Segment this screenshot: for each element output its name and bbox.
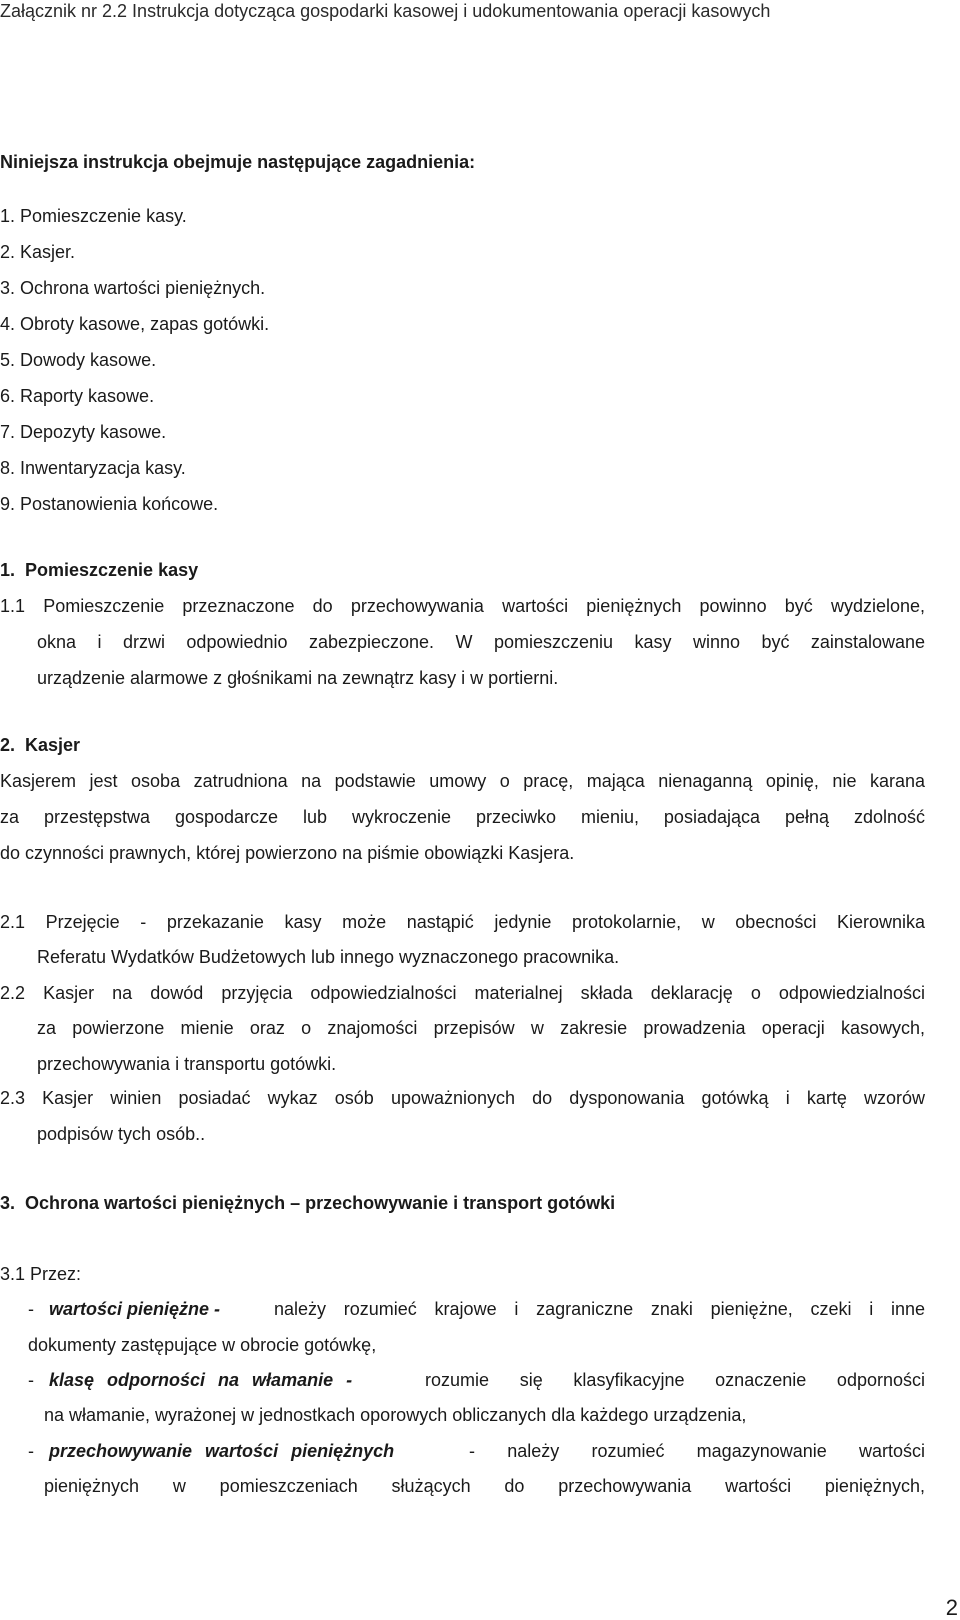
section-heading: 3. Ochrona wartości pieniężnych – przechowywanie i transport gotówki [0,1193,616,1213]
paragraph-line: 2.1 Przejęcie - przekazanie kasy może nastąpić jedynie protokolarnie, w obecności Kierownika [0,912,925,932]
paragraph-line: 2.2 Kasjer na dowód przyjęcia odpowiedzialności materialnej składa deklarację o odpowiedzialności [0,983,925,1003]
section-heading: 1. Pomieszczenie kasy [0,560,199,580]
toc-item: 7. Depozyty kasowe. [0,422,167,442]
document-header: Załącznik nr 2.2 Instrukcja dotycząca gospodarki kasowej i udokumentowania operacji kasowych [0,1,771,21]
definition-term: przechowywanie wartości pieniężnych [49,1441,395,1461]
definition-text: rozumie się klasyfikacyjne oznaczenie odporności [425,1370,925,1390]
paragraph-line: do czynności prawnych, której powierzono na piśmie obowiązki Kasjera. [0,843,575,863]
paragraph-line: 2.3 Kasjer winien posiadać wykaz osób upoważnionych do dysponowania gotówką i kartę wzorów [0,1088,925,1108]
toc-item: 4. Obroty kasowe, zapas gotówki. [0,314,270,334]
paragraph-line: okna i drzwi odpowiednio zabezpieczone. W pomieszczeniu kasy winno być zainstalowane [37,632,925,652]
paragraph-line: 1.1 Pomieszczenie przeznaczone do przechowywania wartości pieniężnych powinno być wydzielone, [0,596,925,616]
paragraph-line: za powierzone mienie oraz o znajomości przepisów w zakresie prowadzenia operacji kasowych, [37,1018,925,1038]
definition-dash: - [28,1299,34,1319]
toc-item: 1. Pomieszczenie kasy. [0,206,187,226]
toc-item: 2. Kasjer. [0,242,76,262]
toc-item: 9. Postanowienia końcowe. [0,494,219,514]
intro-heading: Niniejsza instrukcja obejmuje następujące zagadnienia: [0,152,476,172]
paragraph-line: 3.1 Przez: [0,1264,82,1284]
toc-item: 8. Inwentaryzacja kasy. [0,458,186,478]
paragraph-line: Referatu Wydatków Budżetowych lub innego wyznaczonego pracownika. [37,947,620,967]
paragraph-line: podpisów tych osób.. [37,1124,206,1144]
definition-term: wartości pieniężne - [49,1299,221,1319]
definition-term: klasę odporności na włamanie - [49,1370,353,1390]
definition-text: pieniężnych w pomieszczeniach służących do przechowywania wartości pieniężnych, [44,1476,925,1496]
definition-text: dokumenty zastępujące w obrocie gotówkę, [28,1335,377,1355]
paragraph-line: Kasjerem jest osoba zatrudniona na podstawie umowy o pracę, mająca nienaganną opinię, nie karana [0,771,925,791]
section-heading: 2. Kasjer [0,735,81,755]
definition-dash: - [28,1370,34,1390]
paragraph-line: za przestępstwa gospodarcze lub wykroczenie przeciwko mieniu, posiadająca pełną zdolność [0,807,925,827]
definition-text: na włamanie, wyrażonej w jednostkach oporowych obliczanych dla każdego urządzenia, [44,1405,747,1425]
definition-dash: - [28,1441,34,1461]
toc-item: 3. Ochrona wartości pieniężnych. [0,278,266,298]
paragraph-line: urządzenie alarmowe z głośnikami na zewnątrz kasy i w portierni. [37,668,559,688]
toc-item: 5. Dowody kasowe. [0,350,157,370]
toc-item: 6. Raporty kasowe. [0,386,155,406]
paragraph-line: przechowywania i transportu gotówki. [37,1054,337,1074]
definition-text: należy rozumieć krajowe i zagraniczne znaki pieniężne, czeki i inne [274,1299,925,1319]
page-number: 2 [945,1595,958,1620]
definition-text: - należy rozumieć magazynowanie wartości [469,1441,925,1461]
